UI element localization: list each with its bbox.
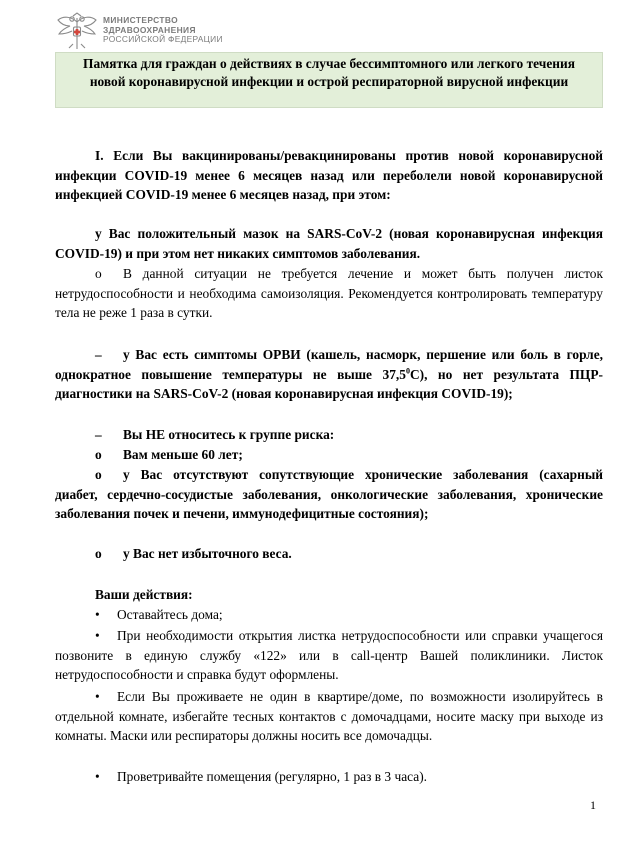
circle-bullet: o — [95, 447, 102, 462]
action-item — [55, 605, 603, 625]
circle-bullet: o — [95, 546, 102, 561]
action-text: При необходимости открытия листка нетрудоспособности или справки учащегося позвоните в единую службу «122» или в call-центр Вашей поликлиники. Листок нетрудоспособности и справка будут оформлены. — [55, 628, 603, 683]
actions-heading: Ваши действия: — [95, 587, 193, 602]
dash-bullet: – — [95, 427, 102, 442]
action-item — [55, 687, 603, 746]
ministry-name-line2: ЗДРАВООХРАНЕНИЯ — [103, 24, 196, 35]
case2-chronic-text: у Вас отсутствуют сопутствующие хронические заболевания (сахарный диабет, сердечно-сосудистые заболевания, онкологические заболевания, хронические заболевания почек и печени, иммунодефицитные состояния); — [55, 467, 603, 522]
double-headed-eagle-icon — [55, 12, 99, 50]
ministry-name-line1: МИНИСТЕРСТВО — [103, 15, 179, 25]
dash-bullet: – — [95, 347, 102, 362]
action-item — [55, 626, 603, 685]
round-bullet: • — [95, 769, 100, 784]
ministry-logo — [55, 12, 295, 50]
round-bullet: • — [95, 628, 100, 643]
case1-condition: у Вас положительный мазок на SARS-CoV-2 (новая коронавирусная инфекция COVID-19) и при этом нет никаких симптомов заболевания. — [55, 226, 603, 261]
document-title: Памятка для граждан о действиях в случае бессимптомного или легкого течения новой коронавирусной инфекции и острой респираторной вирусной инфекции — [55, 52, 603, 108]
action-text: Если Вы проживаете не один в квартире/доме, по возможности изолируйтесь в отдельной комнате, избегайте тесных контактов с домочадцами, носите маску при выходе из комнаты. Маски или респираторы должны носить все домочадцы. — [55, 689, 603, 744]
round-bullet: • — [95, 689, 100, 704]
circle-bullet: o — [95, 467, 102, 482]
case2-symptoms-text: у Вас есть симптомы ОРВИ (кашель, насморк, першение или боль в горле, однократное повышение температуры не выше 37,5 — [55, 347, 603, 382]
action-item — [55, 767, 603, 787]
case1-text: В данной ситуации не требуется лечение и может быть получен листок нетрудоспособности и необходима самоизоляция. Рекомендуется контролировать температуру тела не реже 1 раза в сутки. — [55, 266, 603, 321]
ministry-name-line3: РОССИЙСКОЙ ФЕДЕРАЦИИ — [103, 34, 223, 44]
action-text: Проветривайте помещения (регулярно, 1 раз в 3 часа). — [117, 769, 427, 784]
ministry-name — [103, 16, 223, 45]
case1-recommendation — [55, 264, 603, 323]
case2-symptoms — [55, 345, 603, 404]
case2-symptoms-text-end: С), но нет результата ПЦР-диагностики на SARS-CoV-2 (новая коронавирусная инфекция COVID-19); — [55, 366, 603, 402]
degree-superscript: 0 — [405, 366, 410, 376]
action-text: Оставайтесь дома; — [117, 607, 223, 622]
page-number: 1 — [590, 798, 596, 812]
case2-not-risk-text: Вы НЕ относитесь к группе риска: — [123, 427, 335, 442]
case2-not-risk-group — [55, 425, 603, 445]
circle-bullet: o — [95, 266, 102, 281]
section-heading: I. Если Вы вакцинированы/ревакцинированы против новой коронавирусной инфекции COVID-19 менее 6 месяцев назад или переболели новой коронавирусной инфекцией COVID-19 менее 6 месяцев назад, при этом: — [55, 148, 603, 203]
case2-chronic-condition — [55, 465, 603, 524]
case2-weight-text: у Вас нет избыточного веса. — [123, 546, 292, 561]
case2-age-condition — [55, 445, 603, 465]
round-bullet: • — [95, 607, 100, 622]
case2-weight-condition — [55, 544, 603, 564]
case2-age-text: Вам меньше 60 лет; — [123, 447, 243, 462]
